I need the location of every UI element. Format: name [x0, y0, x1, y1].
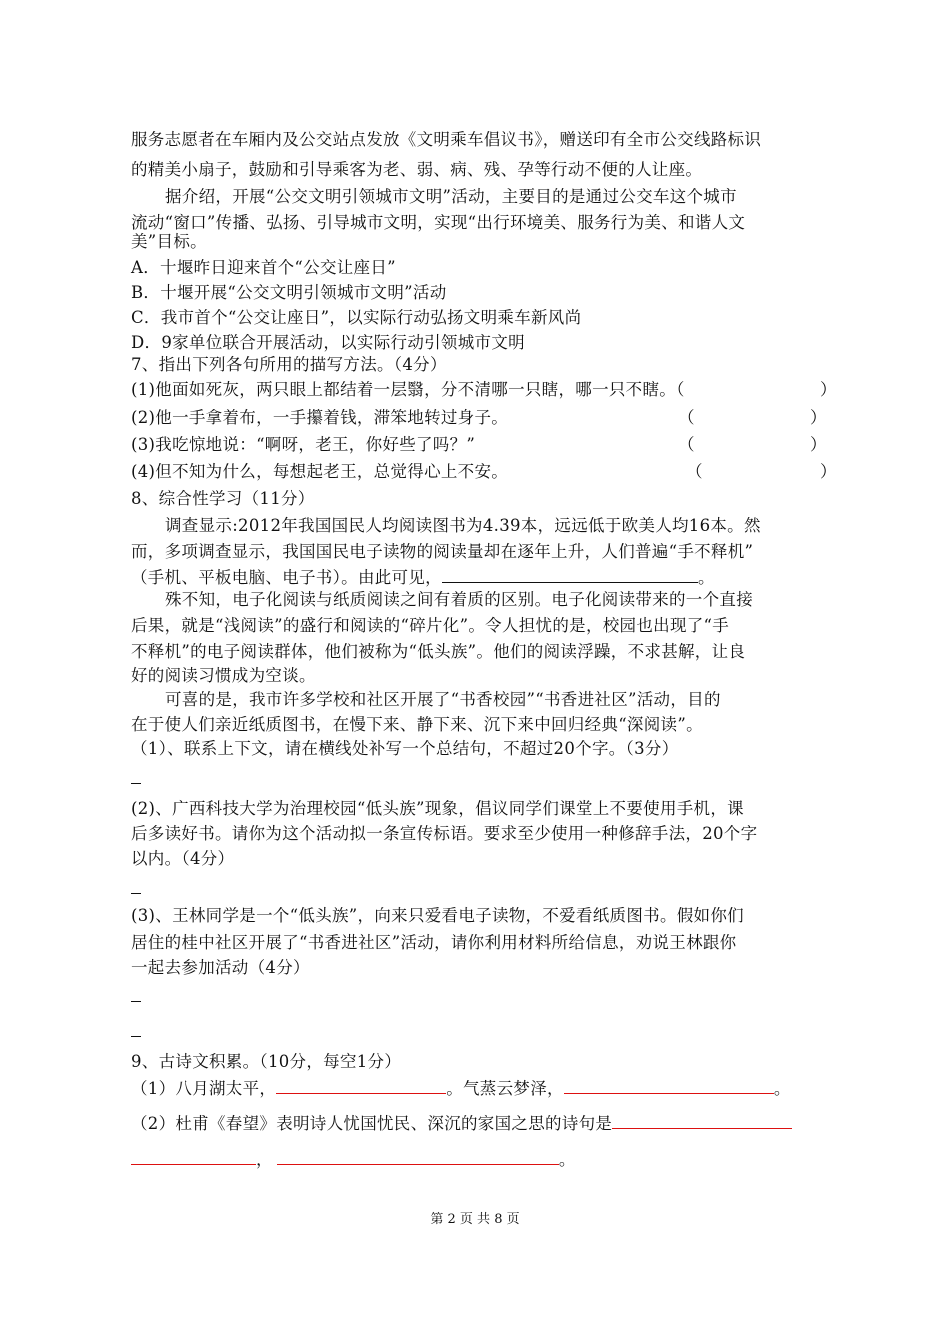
- q7-sentence-1: (1)他面如死灰，两只眼上都结着一层翳，分不清哪一只瞎，哪一只不瞎。（: [131, 380, 685, 399]
- q8-paragraph-line: 在于使人们亲近纸质图书，在慢下来、静下来、沉下来中回归经典“深阅读”。: [131, 715, 703, 734]
- q9-item-2-continued: [131, 1148, 576, 1170]
- answer-line[interactable]: [131, 783, 141, 784]
- option-c: C．我市首个“公交让座日”，以实际行动弘扬文明乘车新风尚: [131, 308, 582, 327]
- answer-paren-close: ）: [820, 380, 837, 399]
- option-b: B．十堰开展“公交文明引领城市文明”活动: [131, 283, 447, 302]
- q7-sentence-3: (3)我吃惊地说：“啊呀，老王，你好些了吗？”: [131, 435, 476, 454]
- answer-line[interactable]: [131, 1001, 141, 1002]
- q7-sentence-4: (4)但不知为什么，每想起老王，总觉得心上不安。: [131, 462, 509, 481]
- q9-text: （2）杜甫《春望》表明诗人忧国忧民、深沉的家国之思的诗句是: [131, 1114, 613, 1133]
- passage-line: 美”目标。: [131, 232, 207, 251]
- q7-title: 7、指出下列各句所用的描写方法。（4分）: [131, 355, 447, 374]
- page-footer: 第 2 页 共 8 页: [430, 1212, 520, 1227]
- q8-sub-question-3: 居住的桂中社区开展了“书香进社区”活动，请你利用材料所给信息，劝说王林跟你: [131, 933, 737, 952]
- q8-sub-question-3: 一起去参加活动（4分）: [131, 958, 310, 977]
- answer-paren-close: ）: [820, 462, 837, 481]
- answer-paren-close: ）: [810, 408, 827, 427]
- q9-title: 9、古诗文积累。（10分，每空1分）: [131, 1052, 402, 1071]
- q8-paragraph-line: 可喜的是，我市许多学校和社区开展了“书香校园”“书香进社区”活动，目的: [165, 690, 721, 709]
- option-d: D．9家单位联合开展活动，以实际行动引领城市文明: [131, 333, 525, 352]
- q9-item-1: [131, 1077, 791, 1099]
- q8-paragraph-line: 好的阅读习惯成为空谈。: [131, 666, 316, 685]
- q9-item-2: [131, 1112, 792, 1134]
- answer-line[interactable]: [131, 1036, 141, 1037]
- answer-blank[interactable]: [277, 1148, 559, 1165]
- answer-paren-open: （: [686, 462, 703, 481]
- q7-sentence-2: (2)他一手拿着布，一手攥着钱，滞笨地转过身子。: [131, 408, 509, 427]
- answer-line[interactable]: [131, 893, 141, 894]
- q8-sub-question-2: (2)、广西科技大学为治理校园“低头族”现象，倡议同学们课堂上不要使用手机，课: [131, 799, 744, 818]
- answer-blank[interactable]: [276, 1077, 446, 1094]
- q9-text: 。: [558, 1150, 576, 1169]
- answer-blank[interactable]: [564, 1077, 774, 1094]
- q9-text: ，: [256, 1150, 273, 1169]
- passage-line: 流动“窗口”传播、弘扬、引导城市文明，实现“出行环境美、服务行为美、和谐人文: [131, 213, 746, 232]
- q8-text: （手机、平板电脑、电子书）。由此可见，: [131, 568, 442, 587]
- answer-blank[interactable]: [131, 1148, 256, 1165]
- answer-blank[interactable]: [442, 566, 698, 583]
- q9-text: 。气蒸云梦泽，: [446, 1079, 564, 1098]
- answer-paren-close: ）: [810, 435, 827, 454]
- q8-paragraph-line: 不释机”的电子阅读群体，他们被称为“低头族”。他们的阅读浮躁，不求甚解，让良: [131, 642, 746, 661]
- passage-line: 的精美小扇子，鼓励和引导乘客为老、弱、病、残、孕等行动不便的人让座。: [131, 160, 703, 179]
- q8-text: 。: [697, 568, 715, 587]
- option-a: A．十堰昨日迎来首个“公交让座日”: [131, 258, 396, 277]
- q8-paragraph-line: 殊不知，电子化阅读与纸质阅读之间有着质的区别。电子化阅读带来的一个直接: [165, 590, 753, 609]
- q8-sub-question-3: (3)、王林同学是一个“低头族”，向来只爱看电子读物，不爱看纸质图书。假如你们: [131, 906, 744, 925]
- q8-paragraph-line: 后果，就是“浅阅读”的盛行和阅读的“碎片化”。令人担忧的是，校园也出现了“手: [131, 616, 730, 635]
- answer-paren-open: （: [678, 408, 695, 427]
- q8-paragraph-line: 调查显示:2012年我国国民人均阅读图书为4.39本，远远低于欧美人均16本。然: [165, 516, 761, 535]
- q8-paragraph-line: 而，多项调查显示，我国国民电子读物的阅读量却在逐年上升，人们普遍“手不释机”: [131, 542, 754, 561]
- passage-line: 服务志愿者在车厢内及公交站点发放《文明乘车倡议书》，赠送印有全市公交线路标识: [131, 130, 762, 149]
- q9-text: 。: [773, 1079, 791, 1098]
- q8-sub-question-2: 后多读好书。请你为这个活动拟一条宣传标语。要求至少使用一种修辞手法，20个字: [131, 824, 758, 843]
- passage-line: 据介绍，开展“公交文明引领城市文明”活动，主要目的是通过公交车这个城市: [165, 187, 737, 206]
- answer-blank[interactable]: [612, 1112, 792, 1129]
- q8-paragraph-line: [131, 566, 715, 588]
- q9-text: （1）八月湖太平，: [131, 1079, 277, 1098]
- q8-sub-question-2: 以内。（4分）: [131, 849, 235, 868]
- q8-title: 8、综合性学习（11分）: [131, 489, 315, 508]
- answer-paren-open: （: [678, 435, 695, 454]
- q8-sub-question-1: （1）、联系上下文，请在横线处补写一个总结句，不超过20个字。（3分）: [131, 739, 679, 758]
